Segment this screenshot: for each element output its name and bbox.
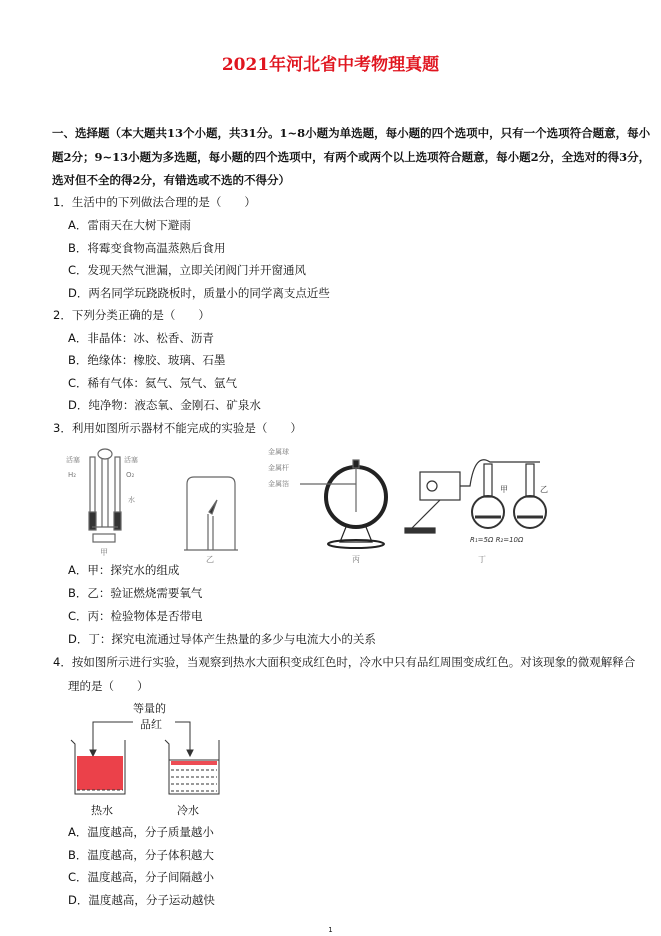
q3-option-b: B．乙：验证燃烧需要氧气 bbox=[68, 586, 203, 600]
q4-option-b: B．温度越高，分子体积越大 bbox=[68, 848, 214, 862]
svg-text:冷水: 冷水 bbox=[177, 804, 199, 817]
svg-text:等量的: 等量的 bbox=[133, 702, 166, 715]
question-4-stem: 4．按如图所示进行实验，当观察到热水大面积变成红色时，冷水中只有品红周围变成红色。对该现象的微观解释合 bbox=[53, 655, 636, 669]
q3-option-a: A．甲：探究水的组成 bbox=[68, 563, 180, 577]
svg-text:金属杆: 金属杆 bbox=[268, 464, 289, 472]
q2-option-b: B．绝缘体：橡胶、玻璃、石墨 bbox=[68, 353, 226, 367]
q4-option-d: D．温度越高，分子运动越快 bbox=[68, 893, 215, 907]
svg-text:活塞: 活塞 bbox=[66, 456, 80, 464]
svg-text:O₂: O₂ bbox=[126, 471, 135, 479]
combustion-jar bbox=[184, 477, 238, 564]
hot-water-beaker bbox=[71, 740, 125, 817]
svg-text:活塞: 活塞 bbox=[124, 456, 138, 464]
q4-option-a: A．温度越高，分子质量越小 bbox=[68, 825, 214, 839]
svg-text:乙: 乙 bbox=[206, 555, 214, 564]
electroscope bbox=[268, 447, 386, 564]
q4-figure bbox=[65, 700, 225, 820]
joule-heating-apparatus bbox=[405, 460, 548, 564]
question-1-stem: 1．生活中的下列做法合理的是（ ） bbox=[53, 195, 256, 209]
svg-text:H₂: H₂ bbox=[68, 471, 77, 479]
svg-text:甲: 甲 bbox=[500, 485, 508, 494]
q1-option-d: D．两名同学玩跷跷板时，质量小的同学离支点近些 bbox=[68, 286, 330, 300]
question-3-stem: 3．利用如图所示器材不能完成的实验是（ ） bbox=[53, 421, 302, 435]
svg-text:甲: 甲 bbox=[100, 548, 108, 557]
svg-text:丁: 丁 bbox=[478, 555, 486, 564]
q2-option-a: A．非晶体：冰、松香、沥青 bbox=[68, 331, 214, 345]
svg-text:品红: 品红 bbox=[140, 718, 162, 731]
svg-text:金属球: 金属球 bbox=[268, 448, 289, 456]
electrolysis-apparatus bbox=[66, 449, 138, 557]
question-4-stem-continued: 理的是（ ） bbox=[68, 679, 149, 693]
q3-option-d: D．丁：探究电流通过导体产生热量的多少与电流大小的关系 bbox=[68, 632, 376, 646]
page-title: 2021年河北省中考物理真题 bbox=[221, 55, 440, 75]
svg-text:乙: 乙 bbox=[540, 485, 548, 494]
q2-option-d: D．纯净物：液态氧、金刚石、矿泉水 bbox=[68, 398, 261, 412]
q3-figure bbox=[60, 442, 548, 564]
svg-text:丙: 丙 bbox=[352, 555, 360, 564]
q4-option-c: C．温度越高，分子间隔越小 bbox=[68, 870, 215, 884]
q1-option-c: C．发现天然气泄漏，立即关闭阀门并开窗通风 bbox=[68, 263, 307, 277]
svg-text:水: 水 bbox=[128, 496, 135, 504]
question-2-stem: 2．下列分类正确的是（ ） bbox=[53, 308, 210, 322]
svg-text:金属箔: 金属箔 bbox=[268, 480, 289, 488]
q1-option-b: B．将霉变食物高温蒸熟后食用 bbox=[68, 241, 226, 255]
q2-option-c: C．稀有气体：氦气、氖气、氩气 bbox=[68, 376, 238, 390]
q3-option-c: C．丙：检验物体是否带电 bbox=[68, 609, 203, 623]
svg-text:热水: 热水 bbox=[91, 804, 113, 817]
section-heading: 一、选择题（本大题共13个小题，共31分。1~8小题为单选题，每小题的四个选项中，只有一个选项符合题意，每小题2分；9~13小题为多选题，每小题的四个选项中，有两个或两个以上选项符合题意，每小题2分，全选对的得3分，选对但不全的得2分，有错选或不选的不得分） bbox=[52, 126, 651, 187]
page-number: 1 bbox=[328, 926, 333, 934]
svg-text:R₁=5Ω R₂=10Ω: R₁=5Ω R₂=10Ω bbox=[470, 536, 524, 544]
q1-option-a: A．雷雨天在大树下避雨 bbox=[68, 218, 191, 232]
